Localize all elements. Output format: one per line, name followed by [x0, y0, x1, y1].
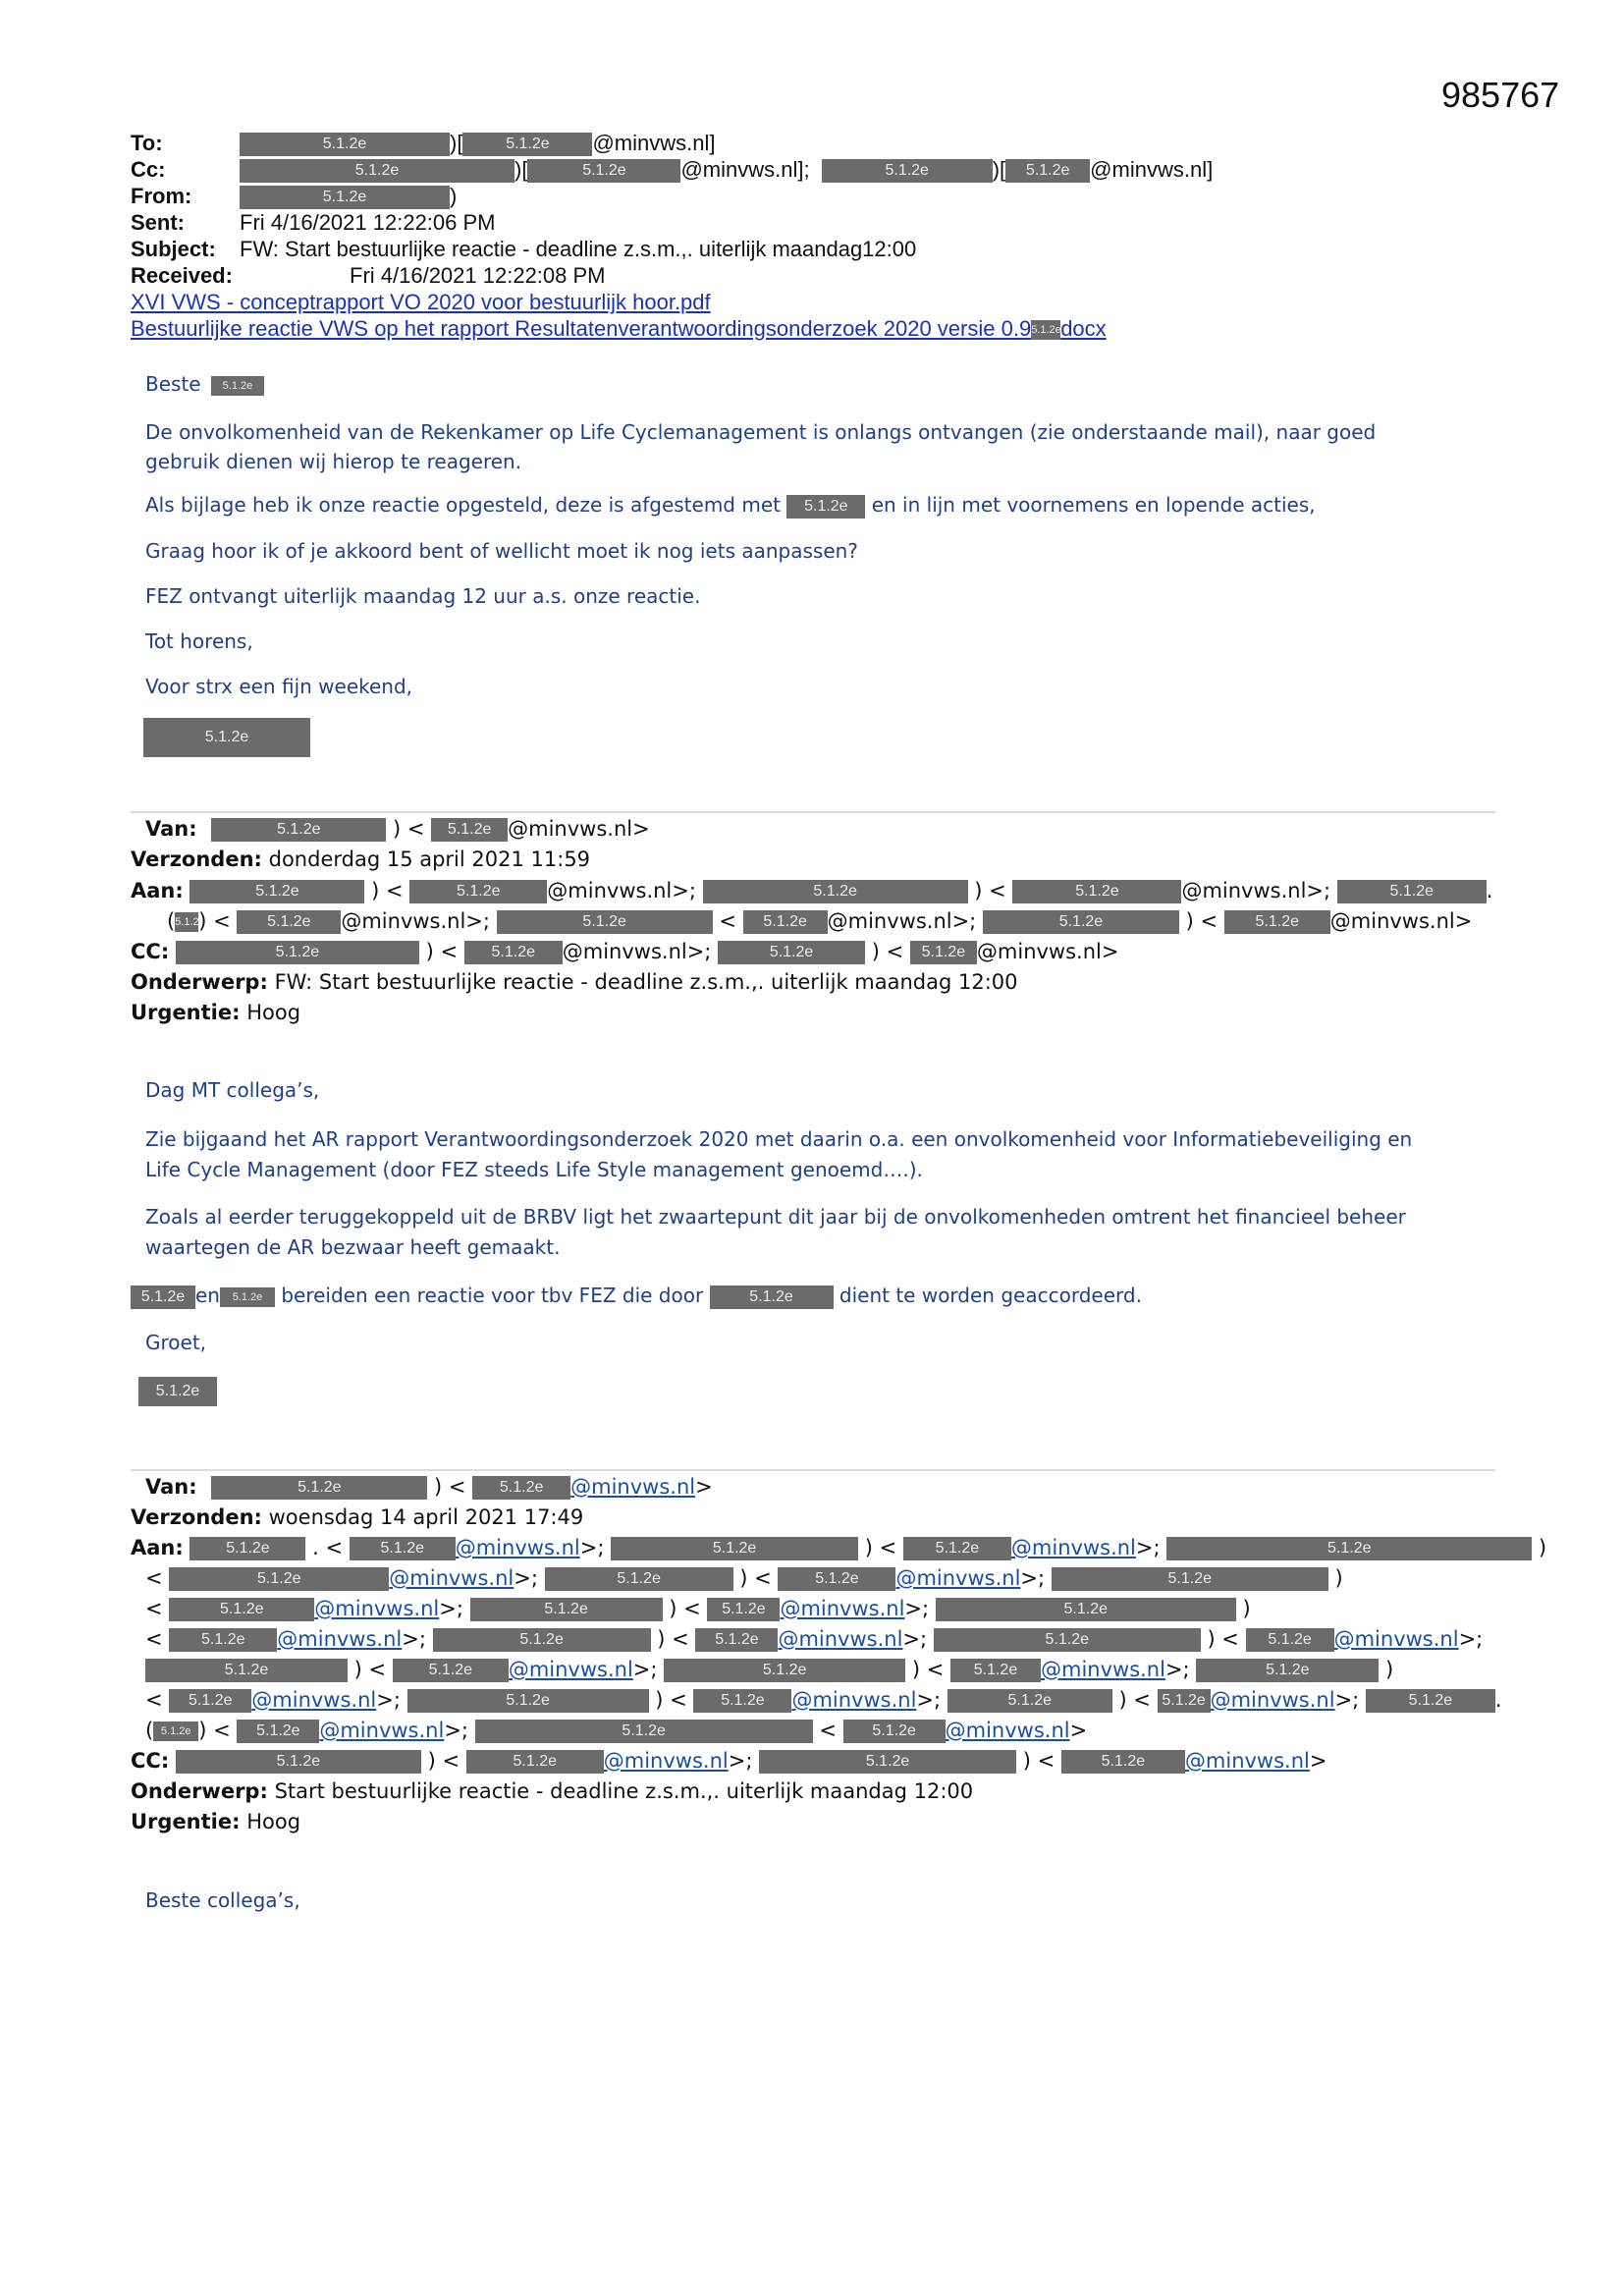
redaction: 5.1.2e	[497, 910, 713, 934]
redaction: 5.1.2e	[1246, 1628, 1334, 1652]
redaction: 5.1.2e	[240, 133, 450, 156]
redaction: 5.1.2e	[169, 1628, 277, 1652]
msg2-paragraph-4: Groet,	[145, 1331, 207, 1354]
redaction: 5.1.2e	[1196, 1659, 1379, 1682]
redaction: 5.1.2e	[843, 1720, 946, 1743]
redaction: 5.1.2e	[822, 159, 993, 183]
redaction: 5.1.2e	[950, 1659, 1041, 1682]
redaction: 5.1.2e	[464, 941, 563, 964]
separator	[131, 811, 1495, 813]
redaction: 5.1.2e	[431, 818, 508, 842]
redaction: 5.1.2e	[466, 1750, 604, 1774]
msg3-aan-row-7: ( 5.1.2e ) < 5.1.2e @minvws.nl>; 5.1.2e < 5.1.2e @minvws.nl>	[145, 1719, 1088, 1742]
redaction: 5.1.2e	[169, 1689, 251, 1713]
redaction: 5.1.2e	[143, 718, 310, 757]
redaction: 5.1.2e	[983, 910, 1179, 934]
msg1-paragraph-5: Tot horens,	[145, 629, 253, 653]
header-subject-value: FW: Start bestuurlijke reactie - deadline z.s.m.,. uiterlijk maandag12:00	[240, 237, 917, 261]
redaction: 5.1.2e	[138, 1377, 217, 1406]
msg1-paragraph-6: Voor strx een fijn weekend,	[145, 675, 413, 698]
msg2-van-row: Van: 5.1.2e ) < 5.1.2e @minvws.nl>	[145, 817, 650, 841]
msg2-paragraph-1b: Life Cycle Management (door FEZ steeds Life Style management genoemd….).	[145, 1158, 923, 1181]
msg3-greeting: Beste collega’s,	[145, 1888, 300, 1912]
msg2-onderwerp-row: Onderwerp: FW: Start bestuurlijke reactie - deadline z.s.m.,. uiterlijk maandag 12:00	[131, 970, 1018, 994]
redaction: 5.1.2e	[707, 1598, 780, 1621]
separator	[131, 1469, 1495, 1471]
redaction: 5.1.2e	[145, 1659, 348, 1682]
redaction: 5.1.2e	[211, 1476, 427, 1500]
msg3-onderwerp-row: Onderwerp: Start bestuurlijke reactie - deadline z.s.m.,. uiterlijk maandag 12:00	[131, 1779, 974, 1803]
redaction: 5.1.2e	[910, 941, 977, 964]
msg2-paragraph-2: Zoals al eerder teruggekoppeld uit de BRBV ligt het zwaartepunt dit jaar bij de onvolkomenheden omtrent het financieel beheer	[145, 1205, 1406, 1229]
attachment-link-pdf[interactable]: XVI VWS - conceptrapport VO 2020 voor bestuurlijk hoor.pdf	[131, 290, 711, 314]
header-received-value: Fri 4/16/2021 12:22:08 PM	[350, 263, 606, 288]
msg3-aan-row-2: < 5.1.2e @minvws.nl>; 5.1.2e ) < 5.1.2e @minvws.nl>; 5.1.2e )	[145, 1566, 1343, 1590]
msg1-signature	[143, 718, 310, 757]
to-label: To:	[131, 131, 163, 155]
redaction: 5.1.2e	[1052, 1567, 1328, 1591]
redaction: 5.1.2e	[936, 1598, 1236, 1621]
redaction: 5.1.2e	[237, 1720, 319, 1743]
header-cc-row: Cc:	[131, 157, 166, 182]
msg2-verzonden-row: Verzonden: donderdag 15 april 2021 11:59	[131, 847, 591, 871]
header-to-row	[131, 130, 163, 156]
document-id: 985767	[1441, 75, 1560, 115]
redaction: 5.1.2e	[1031, 320, 1060, 340]
redaction: 5.1.2e	[1337, 880, 1487, 903]
msg3-aan-row-3: < 5.1.2e @minvws.nl>; 5.1.2e ) < 5.1.2e @minvws.nl>; 5.1.2e )	[145, 1597, 1251, 1620]
msg3-verzonden-row: Verzonden: woensdag 14 april 2021 17:49	[131, 1505, 584, 1529]
redaction: 5.1.2e	[407, 1689, 649, 1713]
msg1-paragraph-2: Als bijlage heb ik onze reactie opgesteld, deze is afgestemd met 5.1.2e en in lijn met voornemens en lopende acties,	[145, 493, 1316, 517]
msg3-aan-row-5: 5.1.2e ) < 5.1.2e @minvws.nl>; 5.1.2e ) < 5.1.2e @minvws.nl>; 5.1.2e )	[145, 1655, 1393, 1685]
redaction: 5.1.2e	[189, 1537, 305, 1560]
redaction: 5.1.2e	[240, 159, 514, 183]
msg2-paragraph-2b: waartegen de AR bezwaar heeft gemaakt.	[145, 1235, 561, 1259]
redaction: 5.1.2e	[472, 1476, 570, 1500]
redaction: 5.1.2e	[743, 910, 828, 934]
redaction: 5.1.2e	[240, 186, 450, 209]
redaction: 5.1.2e	[169, 1598, 314, 1621]
redaction: 5.1.2e	[718, 941, 865, 964]
header-to-value: 5.1.2e )[ 5.1.2e @minvws.nl]	[240, 130, 715, 156]
msg2-aan-row-1: Aan: 5.1.2e ) < 5.1.2e @minvws.nl>; 5.1.2e ) < 5.1.2e @minvws.nl>; 5.1.2e .	[131, 879, 1493, 902]
redaction: 5.1.2e	[693, 1689, 791, 1713]
msg3-van-row: Van: 5.1.2e ) < 5.1.2e @minvws.nl>	[145, 1475, 713, 1499]
redaction: 5.1.2e	[350, 1537, 456, 1560]
msg3-urgentie-row: Urgentie: Hoog	[131, 1810, 301, 1833]
redaction: 5.1.2e	[237, 910, 341, 934]
msg1-paragraph-3: Graag hoor ik of je akkoord bent of wellicht moet ik nog iets aanpassen?	[145, 539, 858, 563]
redaction: 5.1.2e	[462, 133, 592, 156]
redaction: 5.1.2e	[703, 880, 968, 903]
redaction: 5.1.2e	[934, 1628, 1201, 1652]
msg1-paragraph-1: De onvolkomenheid van de Rekenkamer op Life Cyclemanagement is onlangs ontvangen (zie onderstaande mail), naar goed	[145, 420, 1377, 444]
redaction: 5.1.2e	[175, 912, 198, 932]
redaction: 5.1.2e	[393, 1659, 509, 1682]
msg1-greeting: Beste 5.1.2e	[145, 369, 264, 400]
msg2-greeting: Dag MT collega’s,	[145, 1078, 320, 1102]
header-sent-value: Fri 4/16/2021 12:22:06 PM	[240, 210, 496, 235]
redaction: 5.1.2e	[710, 1285, 834, 1309]
redaction: 5.1.2e	[1005, 159, 1090, 183]
header-cc-value: 5.1.2e )[ 5.1.2e @minvws.nl]; 5.1.2e )[ 5.1.2e @minvws.nl]	[240, 156, 1213, 183]
redaction: 5.1.2e	[220, 1287, 275, 1307]
redaction: 5.1.2e	[211, 376, 264, 396]
redaction: 5.1.2e	[1366, 1689, 1495, 1713]
msg2-urgentie-row: Urgentie: Hoog	[131, 1001, 301, 1024]
msg2-paragraph-1: Zie bijgaand het AR rapport Verantwoordingsonderzoek 2020 met daarin o.a. een onvolkomenheid voor Informatiebeveiliging en	[145, 1127, 1413, 1151]
redaction: 5.1.2e	[759, 1750, 1016, 1774]
msg1-paragraph-1b: gebruik dienen wij hierop te reageren.	[145, 450, 522, 473]
msg1-paragraph-4: FEZ ontvangt uiterlijk maandag 12 uur a.s. onze reactie.	[145, 584, 701, 608]
redaction: 5.1.2e	[611, 1537, 858, 1560]
redaction: 5.1.2e	[153, 1722, 198, 1741]
redaction: 5.1.2e	[786, 495, 865, 519]
redaction: 5.1.2e	[176, 941, 419, 964]
redaction: 5.1.2e	[947, 1689, 1112, 1713]
redaction: 5.1.2e	[1061, 1750, 1185, 1774]
redaction: 5.1.2e	[433, 1628, 651, 1652]
msg3-aan-row-4: < 5.1.2e @minvws.nl>; 5.1.2e ) < 5.1.2e @minvws.nl>; 5.1.2e ) < 5.1.2e @minvws.nl>;	[145, 1627, 1484, 1651]
redaction: 5.1.2e	[545, 1567, 733, 1591]
msg2-paragraph-3: 5.1.2e en 5.1.2e bereiden een reactie voor tbv FEZ die door 5.1.2e dient te worden geaccordeerd.	[131, 1281, 1142, 1311]
msg2-aan-row-2: (5.1.2e) < 5.1.2e @minvws.nl>; 5.1.2e < 5.1.2e @minvws.nl>; 5.1.2e ) < 5.1.2e @minvws.nl>	[167, 909, 1473, 933]
msg2-signature	[138, 1377, 217, 1406]
redaction: 5.1.2e	[176, 1750, 421, 1774]
msg3-aan-row-6: < 5.1.2e @minvws.nl>; 5.1.2e ) < 5.1.2e @minvws.nl>; 5.1.2e ) < 5.1.2e @minvws.nl>; 5.1.2e .	[145, 1688, 1502, 1712]
redaction: 5.1.2e	[903, 1537, 1011, 1560]
redaction: 5.1.2e	[189, 880, 364, 903]
redaction: 5.1.2e	[664, 1659, 905, 1682]
redaction: 5.1.2e	[1166, 1537, 1532, 1560]
redaction: 5.1.2e	[1224, 910, 1330, 934]
redaction: 5.1.2e	[475, 1720, 813, 1743]
redaction: 5.1.2e	[131, 1285, 195, 1309]
redaction: 5.1.2e	[1158, 1689, 1211, 1713]
redaction: 5.1.2e	[778, 1567, 895, 1591]
redaction: 5.1.2e	[169, 1567, 389, 1591]
msg3-cc-row: CC: 5.1.2e ) < 5.1.2e @minvws.nl>; 5.1.2e ) < 5.1.2e @minvws.nl>	[131, 1749, 1327, 1773]
redaction: 5.1.2e	[211, 818, 386, 842]
redaction: 5.1.2e	[527, 159, 680, 183]
redaction: 5.1.2e	[409, 880, 547, 903]
redaction: 5.1.2e	[1012, 880, 1181, 903]
msg3-aan-row-1: Aan: 5.1.2e . < 5.1.2e @minvws.nl>; 5.1.2e ) < 5.1.2e @minvws.nl>; 5.1.2e )	[131, 1536, 1547, 1559]
redaction: 5.1.2e	[470, 1598, 663, 1621]
header-from-value: 5.1.2e )	[240, 183, 457, 209]
msg2-cc-row: CC: 5.1.2e ) < 5.1.2e @minvws.nl>; 5.1.2e ) < 5.1.2e @minvws.nl>	[131, 940, 1119, 963]
redaction: 5.1.2e	[695, 1628, 778, 1652]
attachment-link-docx[interactable]: Bestuurlijke reactie VWS op het rapport Resultatenverantwoordingsonderzoek 2020 versie 0.95.1.2edocx	[131, 316, 1107, 341]
